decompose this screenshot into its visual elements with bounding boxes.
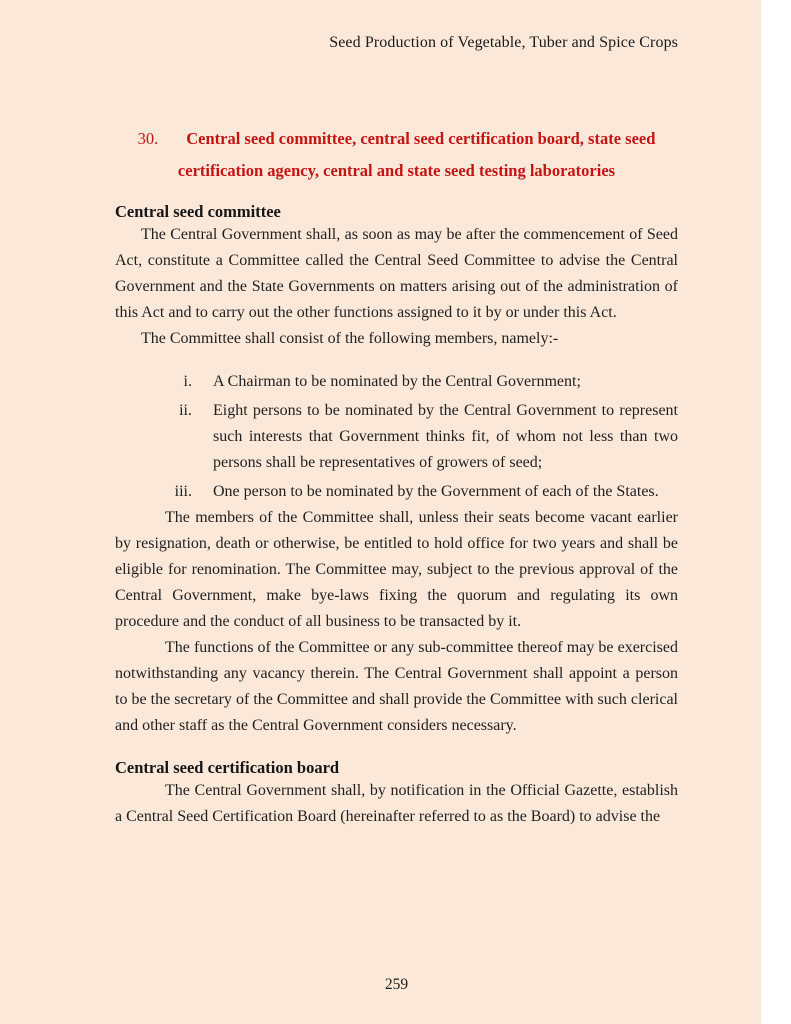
chapter-title-line-1 [115, 123, 678, 155]
paragraph: The members of the Committee shall, unless their seats become vacant earlier by resignation, death or otherwise, be entitled to hold office for two years and shall be eligible for renomination. The Committee may, subject to the previous approval of the Central Government, make bye-laws fixing the quorum and regulating its own procedure and the conduct of all business to be transacted by it. [115, 509, 678, 630]
paragraph: The Central Government shall, by notification in the Official Gazette, establish a Central Seed Certification Board (hereinafter referred to as the Board) to advise the [115, 782, 678, 825]
list-item-text: A Chairman to be nominated by the Central Government; [213, 373, 581, 390]
list-item-text: Eight persons to be nominated by the Central Government to represent such interests that Government thinks fit, of whom not less than two persons shall be representatives of growers of seed; [213, 402, 678, 471]
section-heading-central-seed-committee: Central seed committee [115, 202, 281, 221]
list-item-text: One person to be nominated by the Government of each of the States. [213, 483, 659, 500]
running-header: Seed Production of Vegetable, Tuber and Spice Crops [329, 34, 678, 51]
list-item [115, 398, 678, 476]
list-item [115, 479, 678, 505]
list-marker: iii. [174, 483, 192, 500]
chapter-title-line-2: certification agency, central and state seed testing laboratories [177, 161, 616, 180]
list-marker: ii. [179, 402, 192, 419]
page-number: 259 [384, 976, 409, 993]
section-heading-central-seed-certification-board: Central seed certification board [115, 758, 340, 777]
paragraph: The Committee shall consist of the following members, namely:- [141, 330, 559, 347]
paragraph: The functions of the Committee or any sub-committee thereof may be exercised notwithstanding any vacancy therein. The Central Government shall appoint a person to be the secretary of the Committee and shall provide the Committee with such clerical and other staff as the Central Government considers necessary. [115, 639, 678, 734]
chapter-title-text-1: Central seed committee, central seed certification board, state seed [186, 129, 656, 148]
members-list [115, 369, 678, 505]
list-marker: i. [183, 373, 192, 390]
chapter-number: 30. [137, 129, 159, 148]
list-item [115, 369, 678, 395]
chapter-title [115, 123, 678, 187]
paragraph: The Central Government shall, as soon as may be after the commencement of Seed Act, constitute a Committee called the Central Seed Committee to advise the Central Government and the State Governments on matters arising out of the administration of this Act and to carry out the other functions assigned to it by or under this Act. [115, 226, 678, 321]
